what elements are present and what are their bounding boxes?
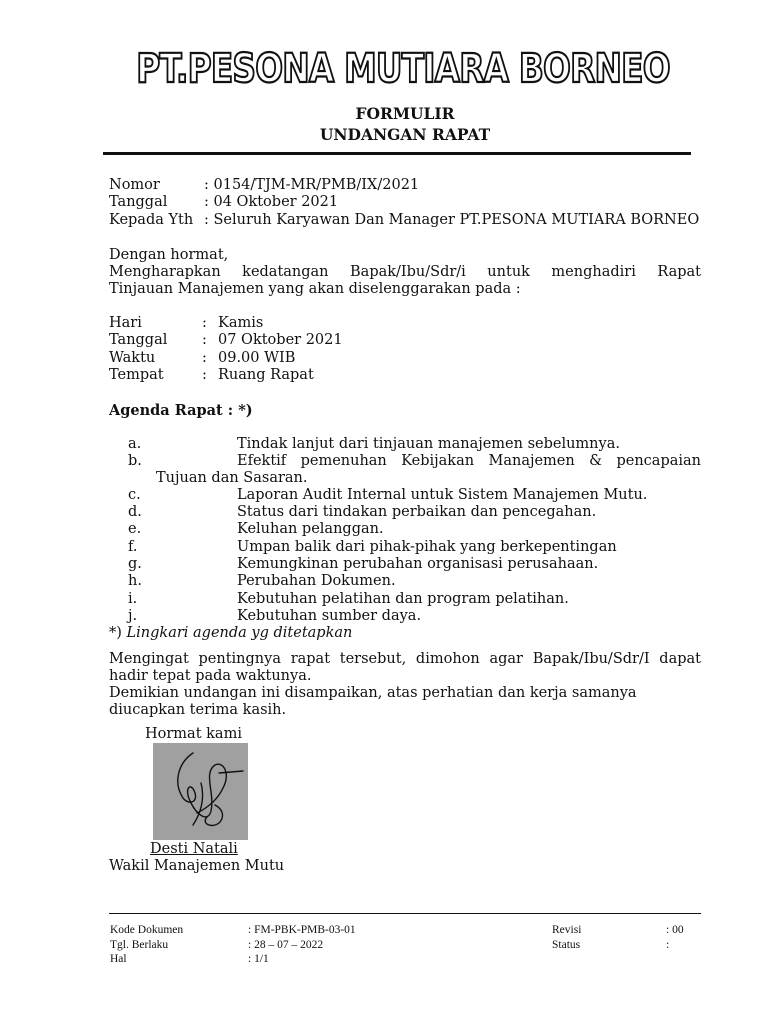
opening-line-2: Tinjauan Manajemen yang akan diselenggarakan pada :	[109, 281, 521, 297]
signer-name: Desti Natali	[150, 841, 238, 857]
meeting-label-hari: Hari	[109, 315, 142, 331]
agenda-item-text: Status dari tindakan perbaikan dan pencegahan.	[237, 504, 597, 520]
meeting-label-tempat: Tempat	[109, 367, 164, 383]
footer-doc-code-label: Kode Dokumen	[110, 924, 184, 936]
form-title: FORMULIR	[355, 104, 455, 123]
meeting-label-tanggal: Tanggal	[109, 332, 168, 348]
meeting-colon: :	[202, 367, 207, 383]
signature-image	[153, 743, 248, 840]
footer-revision-label: Revisi	[552, 924, 582, 936]
agenda-letter: g.	[128, 556, 142, 572]
meeting-colon: :	[202, 332, 207, 348]
agenda-item-text: Kebutuhan pelatihan dan program pelatihan.	[237, 591, 569, 607]
agenda-item-text: Umpan balik dari pihak-pihak yang berkepentingan	[237, 539, 617, 555]
agenda-item-text: Keluhan pelanggan.	[237, 521, 384, 537]
footer-date-label: Tgl. Berlaku	[110, 939, 169, 951]
info-value-nomor: : 0154/TJM-MR/PMB/IX/2021	[204, 177, 420, 193]
agenda-letter: f.	[128, 539, 138, 555]
agenda-letter: h.	[128, 573, 142, 589]
agenda-note-mark: *)	[109, 625, 122, 641]
company-name: PT.PESONA MUTIARA BORNEO	[136, 46, 670, 92]
closing-line-1: Mengingat pentingnya rapat tersebut, dimohon agar Bapak/Ibu/Sdr/I dapat	[109, 651, 701, 667]
meeting-value-waktu: 09.00 WIB	[218, 350, 296, 366]
footer-date-value: : 28 – 07 – 2022	[248, 939, 324, 951]
info-label-kepada: Kepada Yth	[109, 212, 194, 228]
signature-scribble	[153, 743, 248, 840]
closing-line-3: Demikian undangan ini disampaikan, atas perhatian dan kerja samanya	[109, 685, 637, 701]
agenda-letter: j.	[128, 608, 138, 624]
agenda-letter: b.	[128, 453, 142, 469]
footer-revision-value: : 00	[666, 924, 684, 936]
greeting: Dengan hormat,	[109, 247, 229, 263]
agenda-heading: Agenda Rapat : *)	[109, 402, 253, 419]
agenda-letter: e.	[128, 521, 142, 537]
footer-status-label: Status	[552, 939, 581, 951]
header-divider	[103, 152, 691, 155]
meeting-colon: :	[202, 315, 207, 331]
agenda-item-text: Kebutuhan sumber daya.	[237, 608, 422, 624]
footer-divider	[109, 913, 701, 914]
footer-page-value: : 1/1	[248, 953, 269, 965]
agenda-letter: a.	[128, 436, 142, 452]
meeting-value-hari: Kamis	[218, 315, 264, 331]
agenda-item-text: Tindak lanjut dari tinjauan manajemen sebelumnya.	[237, 436, 620, 452]
agenda-item-text: Kemungkinan perubahan organisasi perusahaan.	[237, 556, 599, 572]
signer-position: Wakil Manajemen Mutu	[109, 858, 285, 874]
agenda-item-text: Laporan Audit Internal untuk Sistem Manajemen Mutu.	[237, 487, 648, 503]
agenda-letter: i.	[128, 591, 138, 607]
agenda-note-text: Lingkari agenda yg ditetapkan	[126, 625, 353, 641]
agenda-item-text: Perubahan Dokumen.	[237, 573, 396, 589]
meeting-colon: :	[202, 350, 207, 366]
info-label-tanggal: Tanggal	[109, 194, 168, 210]
salutation: Hormat kami	[145, 726, 242, 742]
opening-line-1: Mengharapkan kedatangan Bapak/Ibu/Sdr/i untuk menghadiri Rapat	[109, 264, 701, 280]
footer-status-value: :	[666, 939, 670, 951]
info-label-nomor: Nomor	[109, 177, 160, 193]
footer-doc-code-value: : FM-PBK-PMB-03-01	[248, 924, 356, 936]
agenda-item-text: Efektif pemenuhan Kebijakan Manajemen & pencapaian	[237, 453, 701, 469]
info-value-tanggal: : 04 Oktober 2021	[204, 194, 339, 210]
agenda-item-continuation: Tujuan dan Sasaran.	[156, 470, 308, 486]
meeting-value-tanggal: 07 Oktober 2021	[218, 332, 343, 348]
info-value-kepada: : Seluruh Karyawan Dan Manager PT.PESONA MUTIARA BORNEO	[204, 212, 700, 228]
form-subtitle: UNDANGAN RAPAT	[319, 125, 491, 144]
footer-page-label: Hal	[110, 953, 127, 965]
agenda-letter: c.	[128, 487, 141, 503]
agenda-letter: d.	[128, 504, 142, 520]
agenda-note	[109, 625, 352, 643]
meeting-value-tempat: Ruang Rapat	[218, 367, 314, 383]
closing-line-4: diucapkan terima kasih.	[109, 702, 287, 718]
meeting-label-waktu: Waktu	[109, 350, 156, 366]
closing-line-2: hadir tepat pada waktunya.	[109, 668, 312, 684]
